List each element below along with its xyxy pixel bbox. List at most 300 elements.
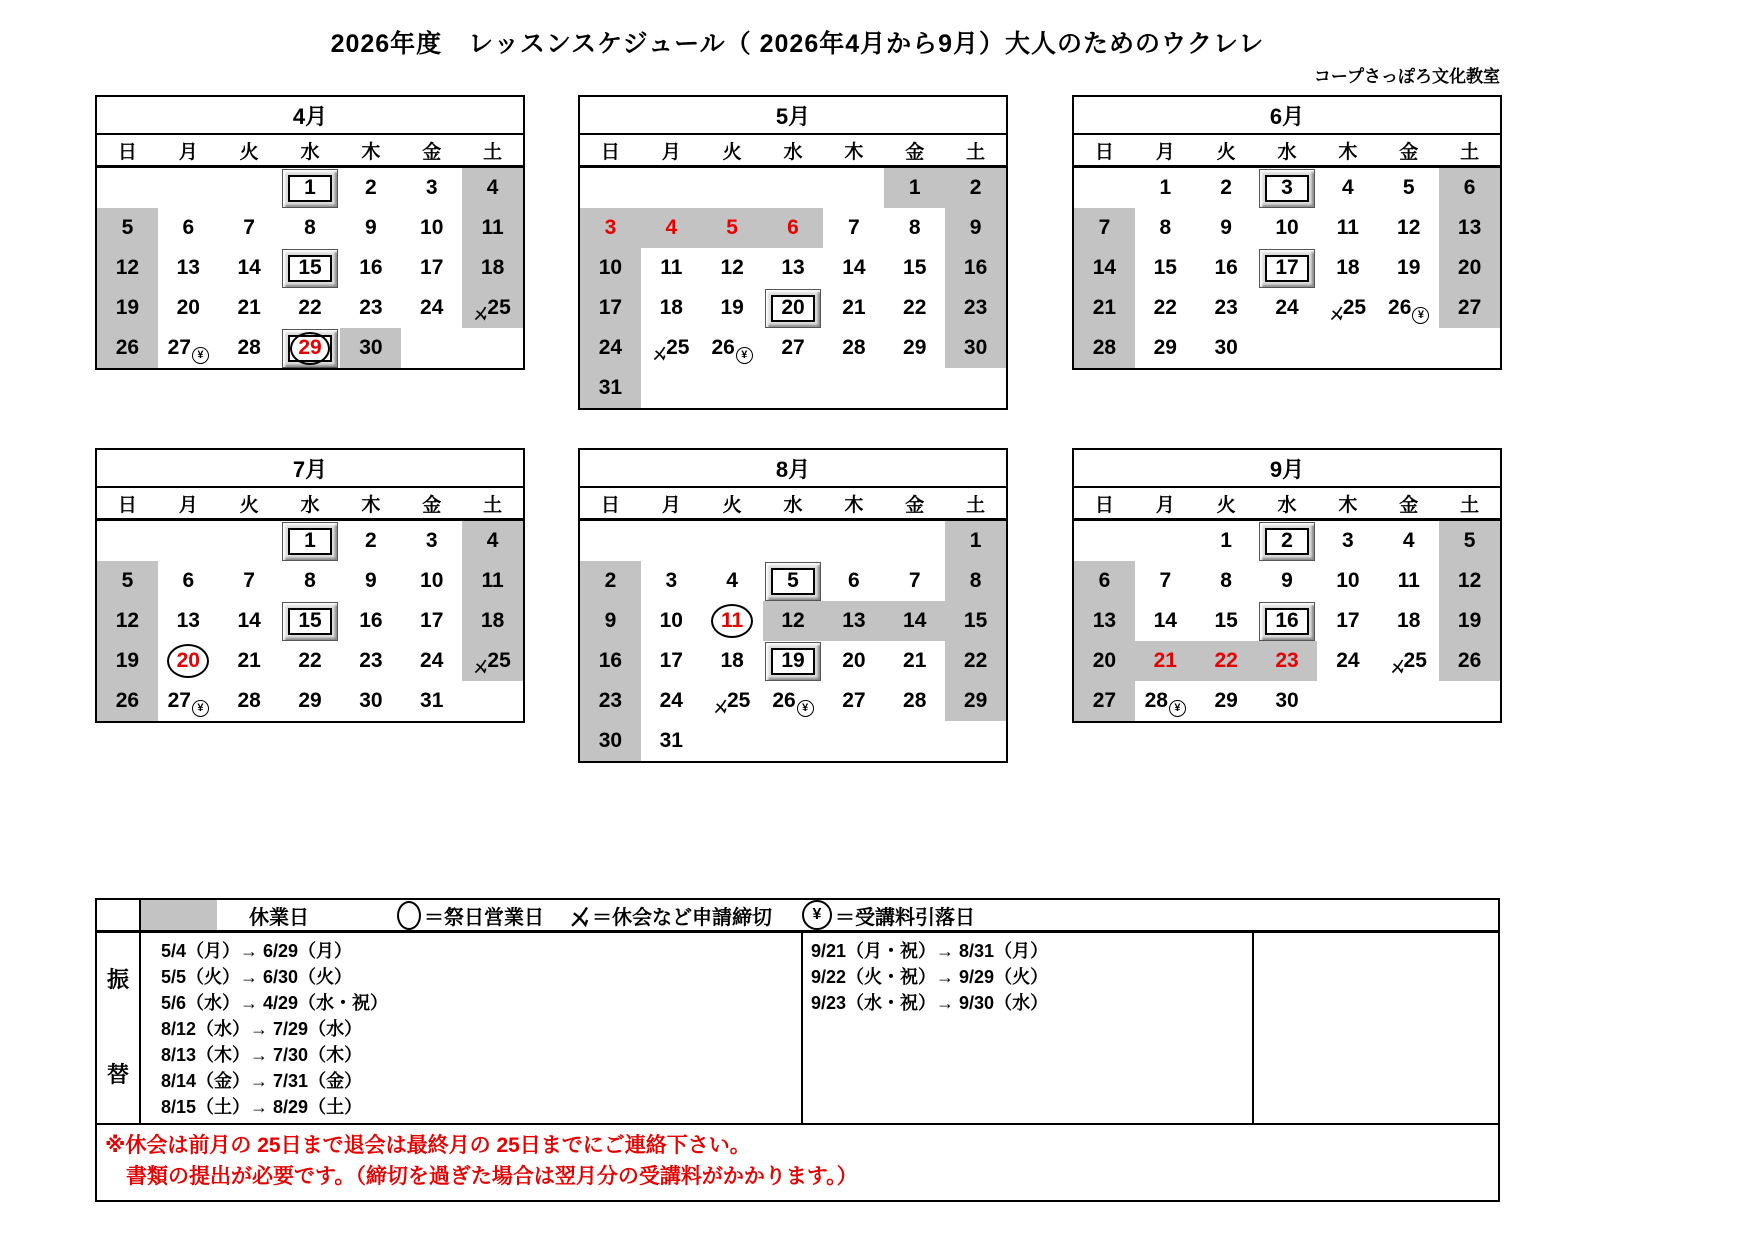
date-cell-5-18	[641, 288, 702, 328]
date-cell-4-4	[462, 168, 523, 208]
date-number: 16	[359, 609, 383, 632]
date-cell-7-7	[219, 561, 280, 601]
transfer-label-top: 振	[106, 967, 129, 992]
date-number: 3	[1342, 529, 1354, 552]
date-number: 5	[121, 216, 134, 239]
date-cell-5-11	[641, 248, 702, 288]
date-number: 1	[1220, 529, 1232, 552]
shime-deadline-icon	[1330, 306, 1343, 321]
date-number: 8	[304, 569, 316, 592]
date-cell-6-19	[1378, 248, 1439, 288]
lesson-day-frame	[1259, 602, 1315, 641]
date-cell-7-27	[158, 681, 219, 721]
legend-deadline-label: ＝休会など申請締切	[592, 906, 772, 929]
date-cell-7-2	[340, 521, 401, 561]
date-cell-6-17	[1257, 248, 1318, 288]
week-row	[1074, 208, 1500, 248]
week-row	[97, 328, 523, 368]
date-number: 7	[243, 216, 255, 239]
date-number: 19	[781, 649, 805, 672]
date-number: 17	[1336, 609, 1360, 632]
weekday-label: 月	[661, 141, 681, 163]
date-number: 19	[1457, 609, 1482, 632]
date-number: 16	[963, 256, 988, 279]
date-number: 27	[842, 689, 866, 712]
date-number: 4	[486, 529, 499, 552]
lesson-day-frame-inner	[1265, 255, 1309, 282]
date-cell-6-8	[1135, 208, 1196, 248]
week-row	[1074, 641, 1500, 681]
date-cell-8-8	[945, 561, 1006, 601]
month-calendar	[578, 448, 1008, 763]
date-number: 15	[963, 609, 988, 632]
date-number: 11	[1336, 216, 1359, 239]
date-cell-empty	[763, 721, 824, 761]
weekday-label: 金	[1399, 141, 1419, 163]
date-cell-9-9	[1257, 561, 1318, 601]
date-cell-empty	[945, 721, 1006, 761]
date-cell-7-22	[280, 641, 341, 681]
fee-debit-icon: ¥	[192, 700, 209, 717]
date-number: 13	[1092, 609, 1117, 632]
date-number: 9	[365, 569, 377, 592]
date-cell-7-16	[340, 601, 401, 641]
date-number: 20	[176, 296, 200, 319]
date-cell-9-2	[1257, 521, 1318, 561]
date-cell-4-17	[401, 248, 462, 288]
date-cell-7-30	[340, 681, 401, 721]
date-cell-8-28	[884, 681, 945, 721]
weekday-label: 月	[178, 141, 198, 163]
week-row	[580, 168, 1006, 208]
date-number: 11	[660, 256, 683, 279]
date-cell-empty	[1135, 521, 1196, 561]
fee-debit-icon: ¥	[1169, 700, 1186, 717]
date-cell-7-3	[401, 521, 462, 561]
date-cell-4-19	[97, 288, 158, 328]
lesson-day-frame-inner	[288, 608, 332, 635]
date-cell-5-1	[884, 168, 945, 208]
date-cell-6-22	[1135, 288, 1196, 328]
date-cell-6-1	[1135, 168, 1196, 208]
lesson-day-frame	[1259, 522, 1315, 561]
weekday-label: 火	[239, 494, 259, 516]
date-cell-6-25	[1317, 288, 1378, 328]
date-cell-6-6	[1439, 168, 1500, 208]
weekday-header-row	[1074, 488, 1500, 521]
date-cell-5-17	[580, 288, 641, 328]
lesson-day-frame-inner	[1265, 608, 1309, 635]
week-row	[1074, 521, 1500, 561]
date-cell-5-4	[641, 208, 702, 248]
weekday-label: 月	[1155, 494, 1175, 516]
date-cell-4-11	[462, 208, 523, 248]
date-cell-empty	[580, 521, 641, 561]
date-number: 29	[1153, 336, 1177, 359]
date-cell-8-9	[580, 601, 641, 641]
transfer-entry: 5/6（水）→ 4/29（水・祝）	[161, 993, 389, 1013]
page-title: 2026年度 レッスンスケジュール（ 2026年4月から9月）大人のためのウクレレ	[330, 30, 1265, 58]
date-cell-empty	[702, 721, 763, 761]
date-cell-5-14	[823, 248, 884, 288]
date-cell-8-14	[884, 601, 945, 641]
month-calendar	[1072, 448, 1502, 723]
date-cell-9-20	[1074, 641, 1135, 681]
date-cell-6-16	[1196, 248, 1257, 288]
lesson-day-frame-inner	[1265, 528, 1309, 555]
date-number: 3	[425, 176, 438, 199]
date-cell-empty	[641, 168, 702, 208]
legend-holiday-label: ＝祭日営業日	[424, 906, 544, 929]
weekday-label: 金	[905, 494, 925, 516]
date-number: 24	[1275, 296, 1299, 319]
date-number: 7	[908, 569, 921, 592]
date-number: 15	[1153, 256, 1177, 279]
weekday-label: 日	[117, 494, 137, 516]
weekday-label: 金	[422, 141, 442, 163]
date-number: 2	[969, 176, 982, 199]
date-cell-7-20	[158, 641, 219, 681]
organization-name: コープさっぽろ文化教室	[1313, 67, 1500, 86]
date-cell-5-26	[702, 328, 763, 368]
date-number: 19	[115, 296, 140, 319]
date-cell-7-9	[340, 561, 401, 601]
date-number: 17	[598, 296, 623, 319]
date-cell-9-25	[1378, 641, 1439, 681]
date-number: 8	[1159, 216, 1172, 239]
date-number: 12	[781, 609, 805, 632]
weekday-label: 土	[483, 141, 503, 163]
date-number: 29	[903, 336, 927, 359]
date-number: 24	[598, 336, 623, 359]
date-number: 23	[359, 649, 383, 672]
weekday-label: 水	[1277, 141, 1297, 163]
date-cell-6-13	[1439, 208, 1500, 248]
date-number: 21	[842, 296, 866, 319]
date-number: 27	[1092, 689, 1117, 712]
date-number: 1	[969, 529, 982, 552]
shime-deadline-icon	[714, 699, 727, 714]
date-number: 17	[1275, 256, 1299, 279]
legend-and-transfer-box	[95, 898, 1500, 1202]
weekday-label: 水	[783, 494, 803, 516]
date-cell-9-27	[1074, 681, 1135, 721]
date-number: 9	[1220, 216, 1232, 239]
date-cell-empty	[884, 368, 945, 408]
date-cell-6-23	[1196, 288, 1257, 328]
date-cell-8-16	[580, 641, 641, 681]
date-cell-7-26	[97, 681, 158, 721]
date-cell-9-5	[1439, 521, 1500, 561]
date-cell-8-10	[641, 601, 702, 641]
date-cell-8-1	[945, 521, 1006, 561]
date-cell-empty	[823, 721, 884, 761]
date-number: 2	[1281, 529, 1293, 552]
shime-deadline-icon	[570, 906, 589, 928]
date-number: 7	[243, 569, 255, 592]
date-number: 20	[842, 649, 866, 672]
date-cell-5-20	[763, 288, 824, 328]
date-cell-4-2	[340, 168, 401, 208]
date-cell-6-28	[1074, 328, 1135, 368]
date-number: 3	[604, 216, 617, 239]
date-cell-4-26	[97, 328, 158, 368]
date-number: 6	[1463, 176, 1476, 199]
date-number: 5	[1402, 176, 1415, 199]
date-number: 12	[115, 256, 140, 279]
date-cell-9-3	[1317, 521, 1378, 561]
date-number: 13	[1457, 216, 1482, 239]
date-number: 4	[1402, 529, 1415, 552]
date-cell-5-22	[884, 288, 945, 328]
date-number: 19	[115, 649, 140, 672]
date-cell-7-18	[462, 601, 523, 641]
week-row	[1074, 681, 1500, 721]
transfer-column-right	[803, 933, 1254, 1123]
date-number: 11	[721, 609, 744, 632]
date-cell-9-19	[1439, 601, 1500, 641]
date-cell-8-18	[702, 641, 763, 681]
date-cell-7-24	[401, 641, 462, 681]
date-number: 5	[1463, 529, 1476, 552]
date-cell-5-15	[884, 248, 945, 288]
holiday-open-circle-icon	[397, 901, 421, 930]
date-number: 24	[420, 649, 444, 672]
date-number: 24	[420, 296, 444, 319]
date-cell-9-29	[1196, 681, 1257, 721]
date-number: 5	[726, 216, 738, 239]
fee-debit-icon: ¥	[736, 347, 753, 364]
date-cell-4-12	[97, 248, 158, 288]
date-number: 4	[726, 569, 738, 592]
week-row	[1074, 248, 1500, 288]
date-cell-9-6	[1074, 561, 1135, 601]
date-number: 6	[182, 216, 195, 239]
weekday-label: 土	[966, 494, 986, 516]
date-number: 22	[963, 649, 988, 672]
legend-fee-label: ＝受講料引落日	[835, 906, 975, 929]
month-title: 7月	[97, 450, 523, 488]
date-number: 6	[182, 569, 195, 592]
weekday-label: 火	[239, 141, 259, 163]
week-row	[97, 601, 523, 641]
weekday-label: 水	[300, 141, 320, 163]
date-cell-8-23	[580, 681, 641, 721]
date-number: 28	[237, 336, 261, 359]
lesson-day-frame	[282, 602, 338, 641]
date-cell-4-29	[280, 328, 341, 368]
date-number: 12	[115, 609, 140, 632]
date-number: 10	[420, 216, 444, 239]
weekday-header-row	[97, 135, 523, 168]
date-number: 10	[598, 256, 623, 279]
date-number: 13	[176, 256, 200, 279]
date-number: 9	[365, 216, 377, 239]
date-number: 15	[1214, 609, 1238, 632]
transfer-entry: 5/5（火）→ 6/30（火）	[161, 967, 353, 987]
note-box	[97, 1125, 1498, 1200]
date-cell-4-5	[97, 208, 158, 248]
date-cell-4-13	[158, 248, 219, 288]
date-number: 9	[1281, 569, 1293, 592]
date-cell-empty	[884, 521, 945, 561]
note-line-2: 書類の提出が必要です。（締切を過ぎた場合は翌月分の受講料がかかります。）	[105, 1165, 858, 1188]
fee-debit-icon: ¥	[192, 347, 209, 364]
date-cell-empty	[462, 681, 523, 721]
date-number: 14	[237, 256, 261, 279]
date-cell-4-7	[219, 208, 280, 248]
date-number: 1	[304, 529, 316, 552]
weekday-label: 月	[661, 494, 681, 516]
date-cell-empty	[1378, 328, 1439, 368]
weekday-header-row	[580, 135, 1006, 168]
weekday-label: 土	[1460, 494, 1480, 516]
transfer-entry: 9/23（水・祝）→ 9/30（水）	[811, 993, 1049, 1013]
weekday-label: 火	[722, 141, 742, 163]
date-number: 29	[298, 336, 322, 359]
date-number: 14	[237, 609, 261, 632]
transfer-entry: 5/4（月）→ 6/29（月）	[161, 941, 353, 961]
date-number: 28	[237, 689, 261, 712]
date-number: 12	[720, 256, 744, 279]
date-number: 28	[842, 336, 866, 359]
date-cell-9-7	[1135, 561, 1196, 601]
week-row	[97, 521, 523, 561]
weekday-header-row	[1074, 135, 1500, 168]
date-cell-5-3	[580, 208, 641, 248]
date-cell-4-3	[401, 168, 462, 208]
date-cell-4-25	[462, 288, 523, 328]
date-number: 29	[1214, 689, 1238, 712]
date-number: 30	[963, 336, 988, 359]
lesson-day-frame-inner	[288, 335, 332, 362]
date-cell-empty	[641, 521, 702, 561]
date-number: 26	[1388, 296, 1412, 319]
transfer-section	[97, 933, 1498, 1125]
week-row	[97, 168, 523, 208]
date-number: 21	[237, 649, 261, 672]
yen-circle-icon: ¥	[802, 900, 832, 930]
date-number: 8	[304, 216, 316, 239]
date-cell-empty	[702, 168, 763, 208]
shime-deadline-icon	[474, 659, 487, 674]
date-number: 18	[480, 256, 505, 279]
transfer-entry: 8/15（土）→ 8/29（土）	[161, 1097, 363, 1117]
month-calendar	[95, 448, 525, 723]
date-number: 25	[666, 336, 690, 359]
date-number: 10	[1336, 569, 1360, 592]
week-row	[1074, 288, 1500, 328]
date-cell-7-17	[401, 601, 462, 641]
week-row	[580, 521, 1006, 561]
date-cell-empty	[823, 368, 884, 408]
date-number: 11	[481, 216, 504, 239]
date-number: 28	[903, 689, 927, 712]
week-row	[580, 641, 1006, 681]
month-calendar	[95, 95, 525, 370]
date-number: 28	[1144, 689, 1168, 712]
lesson-day-frame	[765, 289, 821, 328]
date-cell-9-18	[1378, 601, 1439, 641]
transfer-label	[97, 933, 141, 1123]
date-cell-empty	[580, 168, 641, 208]
date-number: 18	[480, 609, 505, 632]
date-number: 22	[1214, 649, 1238, 672]
date-number: 7	[1159, 569, 1172, 592]
week-row	[1074, 168, 1500, 208]
date-number: 30	[359, 336, 383, 359]
date-cell-6-7	[1074, 208, 1135, 248]
date-number: 18	[1397, 609, 1421, 632]
fee-debit-icon: ¥	[797, 700, 814, 717]
date-number: 21	[1092, 296, 1117, 319]
date-number: 17	[659, 649, 683, 672]
weekday-label: 土	[966, 141, 986, 163]
week-row	[580, 368, 1006, 408]
transfer-entry: 9/22（火・祝）→ 9/29（火）	[811, 967, 1049, 987]
date-number: 25	[726, 689, 751, 712]
lesson-day-frame	[282, 329, 338, 368]
date-cell-7-8	[280, 561, 341, 601]
date-cell-4-28	[219, 328, 280, 368]
date-number: 23	[598, 689, 623, 712]
date-cell-5-6	[763, 208, 824, 248]
date-cell-6-15	[1135, 248, 1196, 288]
date-cell-7-15	[280, 601, 341, 641]
date-number: 22	[298, 296, 322, 319]
transfer-entry: 8/14（金）→ 7/31（金）	[161, 1071, 363, 1091]
date-cell-4-15	[280, 248, 341, 288]
date-cell-9-26	[1439, 641, 1500, 681]
date-cell-empty	[1317, 328, 1378, 368]
date-number: 31	[420, 689, 444, 712]
date-number: 8	[908, 216, 921, 239]
date-cell-9-15	[1196, 601, 1257, 641]
weekday-label: 日	[600, 494, 620, 516]
closed-day-swatch	[141, 900, 217, 930]
transfer-entry: 8/12（水）→ 7/29（水）	[161, 1019, 363, 1039]
date-cell-4-27	[158, 328, 219, 368]
week-row	[97, 681, 523, 721]
date-number: 23	[963, 296, 988, 319]
date-cell-empty	[823, 521, 884, 561]
date-number: 25	[487, 649, 511, 672]
date-number: 31	[659, 729, 683, 752]
date-number: 12	[1397, 216, 1421, 239]
lesson-day-frame	[1259, 169, 1315, 208]
date-number: 16	[598, 649, 623, 672]
date-cell-4-10	[401, 208, 462, 248]
weekday-label: 月	[178, 494, 198, 516]
date-cell-6-20	[1439, 248, 1500, 288]
date-cell-5-19	[702, 288, 763, 328]
lesson-day-frame-inner	[771, 568, 815, 595]
lesson-day-frame	[282, 522, 338, 561]
date-number: 16	[1275, 609, 1299, 632]
date-number: 3	[1281, 176, 1293, 199]
date-cell-8-7	[884, 561, 945, 601]
date-cell-6-29	[1135, 328, 1196, 368]
date-cell-6-18	[1317, 248, 1378, 288]
date-cell-6-30	[1196, 328, 1257, 368]
date-cell-5-13	[763, 248, 824, 288]
lesson-day-frame	[765, 642, 821, 681]
date-cell-8-6	[823, 561, 884, 601]
date-number: 2	[604, 569, 617, 592]
date-cell-7-28	[219, 681, 280, 721]
weekday-label: 木	[361, 494, 381, 516]
date-cell-4-22	[280, 288, 341, 328]
